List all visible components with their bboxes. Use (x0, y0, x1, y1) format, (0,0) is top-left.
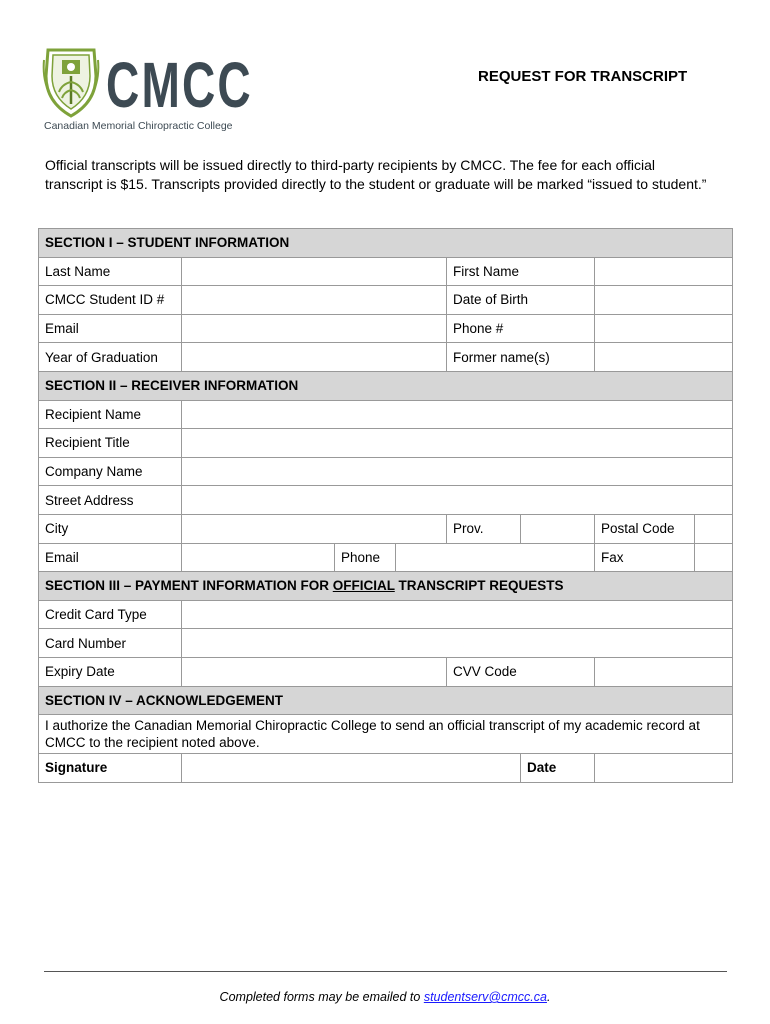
recipient-name-field[interactable] (182, 400, 733, 429)
recipient-email-label: Email (39, 543, 182, 572)
grad-year-label: Year of Graduation (39, 343, 182, 372)
card-type-label: Credit Card Type (39, 600, 182, 629)
former-names-label: Former name(s) (447, 343, 595, 372)
recipient-name-label: Recipient Name (39, 400, 182, 429)
city-field[interactable] (182, 514, 447, 543)
section-2-title: SECTION II – RECEIVER INFORMATION (39, 371, 733, 400)
date-label: Date (521, 754, 595, 783)
intro-paragraph: Official transcripts will be issued directly to third-party recipients by CMCC. The fee for each official transcript is $15. Transcripts provided directly to the student or graduate will be marked “issued to student.” (45, 157, 707, 192)
section-3-title-emphasis: OFFICIAL (332, 578, 395, 594)
company-name-label: Company Name (39, 457, 182, 486)
section-2-header-row (39, 371, 733, 400)
dob-label: Date of Birth (447, 286, 595, 315)
cvv-label: CVV Code (447, 657, 595, 686)
signature-field[interactable] (182, 754, 521, 783)
recipient-title-label: Recipient Title (39, 429, 182, 458)
table-row (39, 286, 733, 315)
table-row (39, 257, 733, 286)
table-row (39, 429, 733, 458)
recipient-title-field[interactable] (182, 429, 733, 458)
signature-label: Signature (39, 754, 182, 783)
footer-end: . (546, 990, 551, 1004)
first-name-label: First Name (447, 257, 595, 286)
transcript-request-form (38, 228, 733, 783)
table-row (39, 715, 733, 754)
footer-note (0, 990, 770, 1004)
section-4-header-row (39, 686, 733, 715)
table-row (39, 600, 733, 629)
city-label: City (39, 514, 182, 543)
grad-year-field[interactable] (182, 343, 447, 372)
logo-wordmark: CMCC (106, 49, 253, 121)
prov-label: Prov. (447, 514, 521, 543)
section-3-title-pre: SECTION III – PAYMENT INFORMATION FOR (45, 578, 333, 594)
table-row (39, 514, 733, 543)
former-names-field[interactable] (595, 343, 733, 372)
section-4-title: SECTION IV – ACKNOWLEDGEMENT (39, 686, 733, 715)
street-address-label: Street Address (39, 486, 182, 515)
table-row (39, 754, 733, 783)
document-title: REQUEST FOR TRANSCRIPT (478, 68, 688, 85)
first-name-field[interactable] (595, 257, 733, 286)
table-row (39, 400, 733, 429)
footer-text: Completed forms may be emailed to (219, 990, 424, 1004)
card-type-field[interactable] (182, 600, 733, 629)
section-1-header-row (39, 229, 733, 258)
cvv-field[interactable] (595, 657, 733, 686)
table-row (39, 629, 733, 658)
table-row (39, 543, 733, 572)
last-name-field[interactable] (182, 257, 447, 286)
section-3-header-row (39, 572, 733, 601)
table-row (39, 343, 733, 372)
student-id-label: CMCC Student ID # (39, 286, 182, 315)
section-3-title (39, 572, 733, 601)
card-number-field[interactable] (182, 629, 733, 658)
section-3-title-post: TRANSCRIPT REQUESTS (394, 578, 564, 594)
card-number-label: Card Number (39, 629, 182, 658)
date-field[interactable] (595, 754, 733, 783)
recipient-phone-label: Phone (335, 543, 396, 572)
table-row (39, 457, 733, 486)
postal-code-field[interactable] (695, 514, 733, 543)
crest-icon (42, 46, 100, 118)
company-name-field[interactable] (182, 457, 733, 486)
recipient-phone-field[interactable] (396, 543, 595, 572)
student-email-field[interactable] (182, 314, 447, 343)
recipient-email-field[interactable] (182, 543, 335, 572)
prov-field[interactable] (521, 514, 595, 543)
fax-field[interactable] (695, 543, 733, 572)
section-1-title: SECTION I – STUDENT INFORMATION (39, 229, 733, 258)
student-phone-field[interactable] (595, 314, 733, 343)
fax-label: Fax (595, 543, 695, 572)
student-id-field[interactable] (182, 286, 447, 315)
expiry-date-field[interactable] (182, 657, 447, 686)
street-address-field[interactable] (182, 486, 733, 515)
cmcc-logo (42, 46, 253, 134)
last-name-label: Last Name (39, 257, 182, 286)
expiry-date-label: Expiry Date (39, 657, 182, 686)
authorization-statement: I authorize the Canadian Memorial Chiropractic College to send an official transcript of my academic record at CMCC to the recipient noted above. (39, 715, 733, 754)
footer-divider (44, 971, 727, 972)
table-row (39, 657, 733, 686)
student-phone-label: Phone # (447, 314, 595, 343)
postal-code-label: Postal Code (595, 514, 695, 543)
table-row (39, 486, 733, 515)
table-row (39, 314, 733, 343)
student-email-label: Email (39, 314, 182, 343)
logo-subtitle: Canadian Memorial Chiropractic College (44, 120, 233, 132)
dob-field[interactable] (595, 286, 733, 315)
footer-email-link[interactable]: studentserv@cmcc.ca (423, 990, 547, 1004)
